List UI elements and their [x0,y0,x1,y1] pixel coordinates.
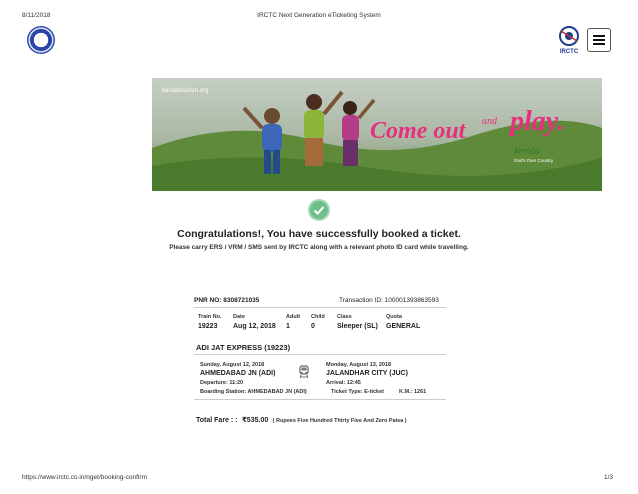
banner-headline-2: play. [510,106,565,137]
train-icon [299,365,309,378]
arrival-time: Arrival: 12:45 [326,380,361,386]
class-value: Sleeper (SL) [337,323,378,330]
indian-railways-logo [27,26,55,54]
success-check-icon [308,199,330,221]
col-class: Class [337,314,352,320]
from-date: Sunday, August 12, 2018 [200,362,265,368]
transaction-id [339,297,439,304]
page-number: 1/3 [604,474,614,481]
hamburger-icon [593,35,605,37]
pnr-label-text: PNR NO: [194,297,222,304]
page-url: https://www.irctc.co.in/nget/booking-confirm [22,474,147,481]
departure-time: Departure: 11:20 [200,380,244,386]
col-adult: Adult [286,314,301,320]
svg-text:IRCTC: IRCTC [559,49,579,55]
banner-website: keralatourism.org [162,88,209,94]
success-message: Congratulations!, You have successfully booked a ticket. [177,228,461,240]
hamburger-line [593,43,605,45]
divider [194,399,446,400]
adult-value: 1 [286,323,290,330]
kerala-tourism-banner[interactable] [152,78,602,191]
pnr-label [194,297,259,304]
col-date: Date [233,314,245,320]
fare-in-words: ( Rupees Five Hundred Thirty Five And Zero Paisa ) [272,418,407,424]
total-fare [196,409,407,427]
carry-id-note: Please carry ERS / VRM / SMS sent by IRCTC along with a relevant photo ID card while travelling. [169,244,469,251]
col-child: Child [311,314,325,320]
train-no-value: 19223 [198,323,218,330]
from-station: AHMEDABAD JN (ADI) [200,370,276,377]
child-value: 0 [311,323,315,330]
kerala-brand: kerala [514,146,540,157]
quota-value: GENERAL [386,323,421,330]
pnr-value: 8308721035 [223,297,260,304]
print-title: IRCTC Next Generation eTicketing System [257,12,381,19]
fare-amount: ₹535.00 [241,417,269,424]
boarding-station: Boarding Station: AHMEDABAD JN (ADI) [200,389,307,395]
menu-button[interactable] [587,28,611,52]
date-value: Aug 12, 2018 [233,323,276,330]
transaction-label: Transaction ID: [339,297,383,304]
col-quota: Quota [386,314,402,320]
divider [194,307,446,308]
irctc-logo[interactable] [557,25,581,55]
train-name: ADI JAT EXPRESS (19223) [196,343,291,352]
banner-headline-1: Come out [370,118,466,144]
divider [194,354,446,355]
banner-headline-and: and [482,116,497,127]
to-date: Monday, August 13, 2018 [326,362,392,368]
to-station: JALANDHAR CITY (JUC) [326,370,408,377]
fare-label: Total Fare : : [196,417,238,424]
banner-tagline: God's Own Country [514,158,554,163]
ticket-type: Ticket Type: E-ticket [331,389,384,395]
col-train-no: Train No. [198,314,222,320]
hamburger-line [593,39,605,41]
distance-km: K.M.: 1261 [399,389,427,395]
transaction-value: 100001393863593 [384,297,439,304]
print-date: 8/11/2018 [22,12,51,19]
